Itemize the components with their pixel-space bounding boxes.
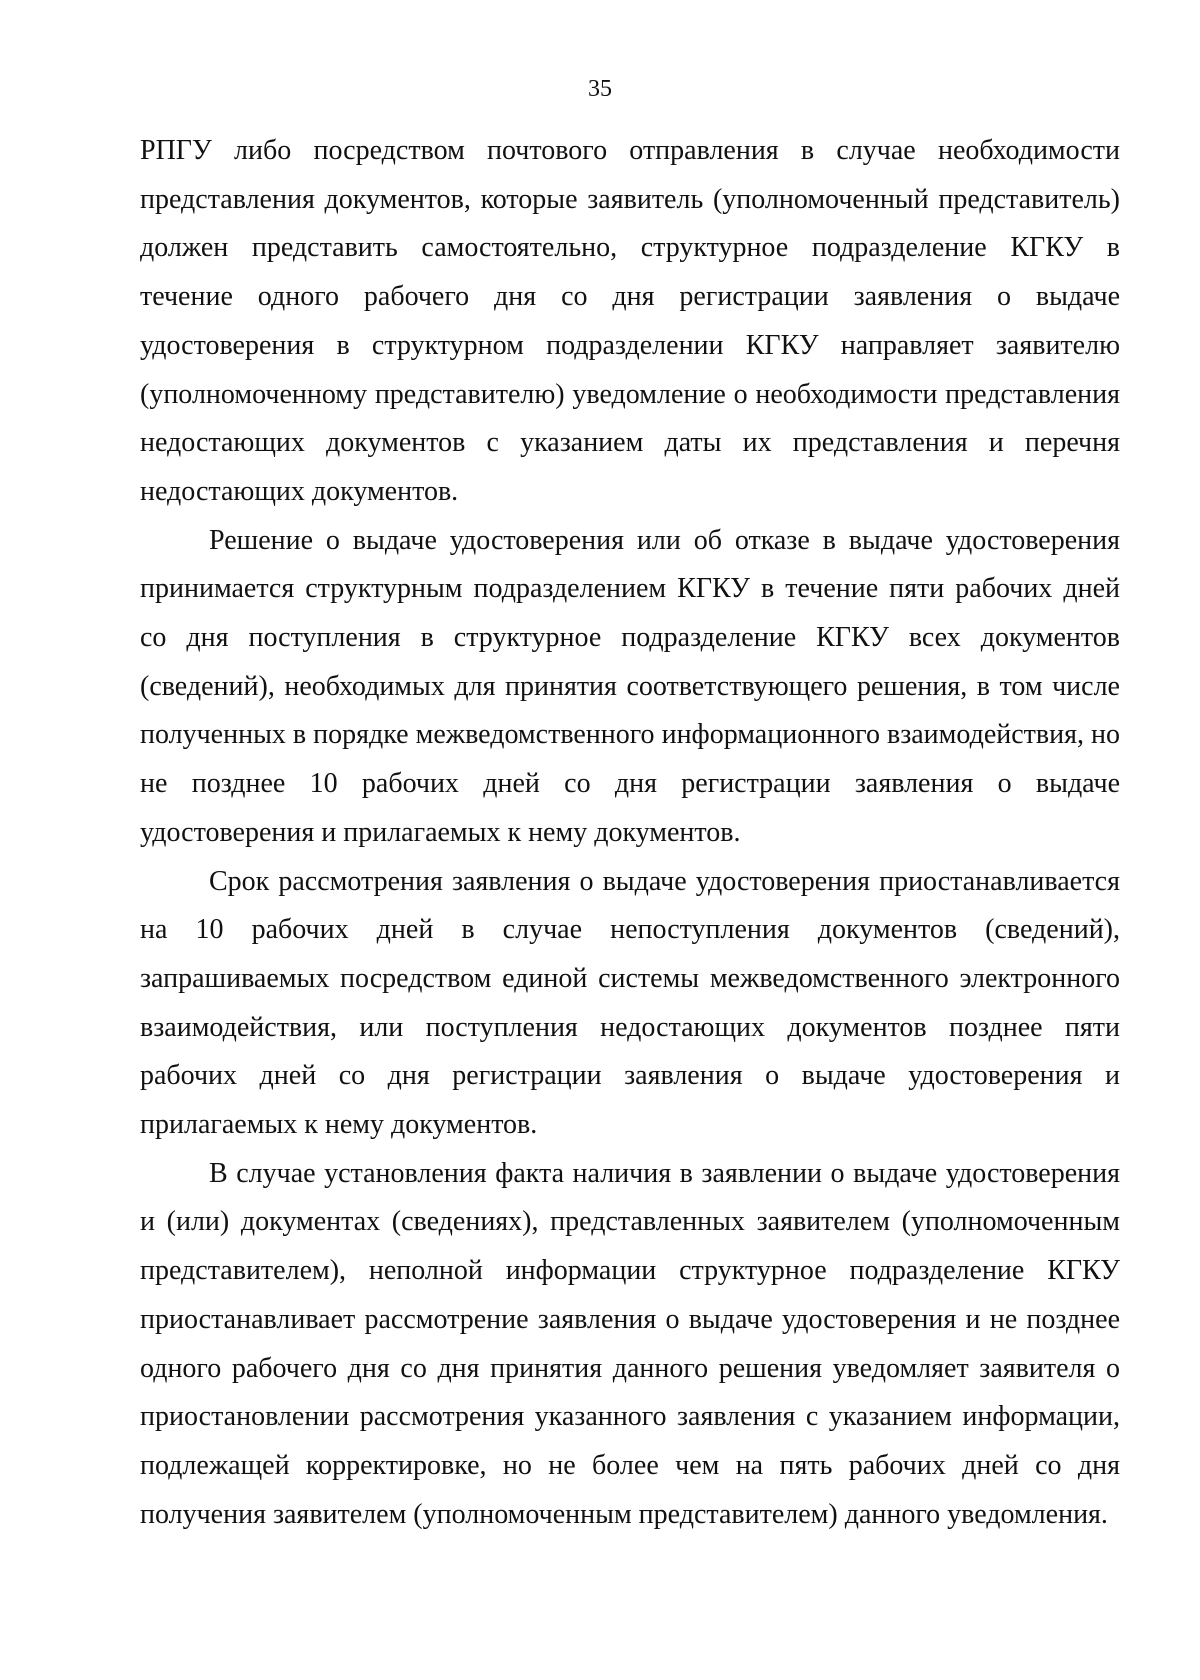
paragraph-continuation: РПГУ либо посредством почтового отправления в случае необходимости представления документов, которые заявитель (уполномоченный представитель) должен представить самостоятельно, структурное подразделение КГКУ в течение одного рабочего дня со дня регистрации заявления о выдаче удостоверения в структурном подразделении КГКУ направляет заявителю (уполномоченному представителю) уведомление о необходимости представления недостающих документов с указанием даты их представления и перечня недостающих документов. xyxy=(140,135,1120,507)
document-body xyxy=(140,127,1120,1539)
paragraph-decision: Решение о выдаче удостоверения или об отказе в выдаче удостоверения принимается структурным подразделением КГКУ в течение пяти рабочих дней со дня поступления в структурное подразделение КГКУ всех документов (сведений), необходимых для принятия соответствующего решения, в том числе полученных в порядке межведомственного информационного взаимодействия, но не позднее 10 рабочих дней со дня регистрации заявления о выдаче удостоверения и прилагаемых к нему документов. xyxy=(140,524,1120,848)
page-number: 35 xyxy=(588,76,612,102)
paragraph-review-suspension: Срок рассмотрения заявления о выдаче удостоверения приостанавливается на 10 рабочих дней в случае непоступления документов (сведений), запрашиваемых посредством единой системы межведомственного электронного взаимодействия, или поступления недостающих документов позднее пяти рабочих дней со дня регистрации заявления о выдаче удостоверения и прилагаемых к нему документов. xyxy=(140,865,1120,1141)
paragraph-incomplete-information: В случае установления факта наличия в заявлении о выдаче удостоверения и (или) документах (сведениях), представленных заявителем (уполномоченным представителем), неполной информации структурное подразделение КГКУ приостанавливает рассмотрение заявления о выдаче удостоверения и не позднее одного рабочего дня со дня принятия данного решения уведомляет заявителя о приостановлении рассмотрения указанного заявления с указанием информации, подлежащей корректировке, но не более чем на пять рабочих дней со дня получения заявителем (уполномоченным представителем) данного уведомления. xyxy=(140,1157,1120,1530)
